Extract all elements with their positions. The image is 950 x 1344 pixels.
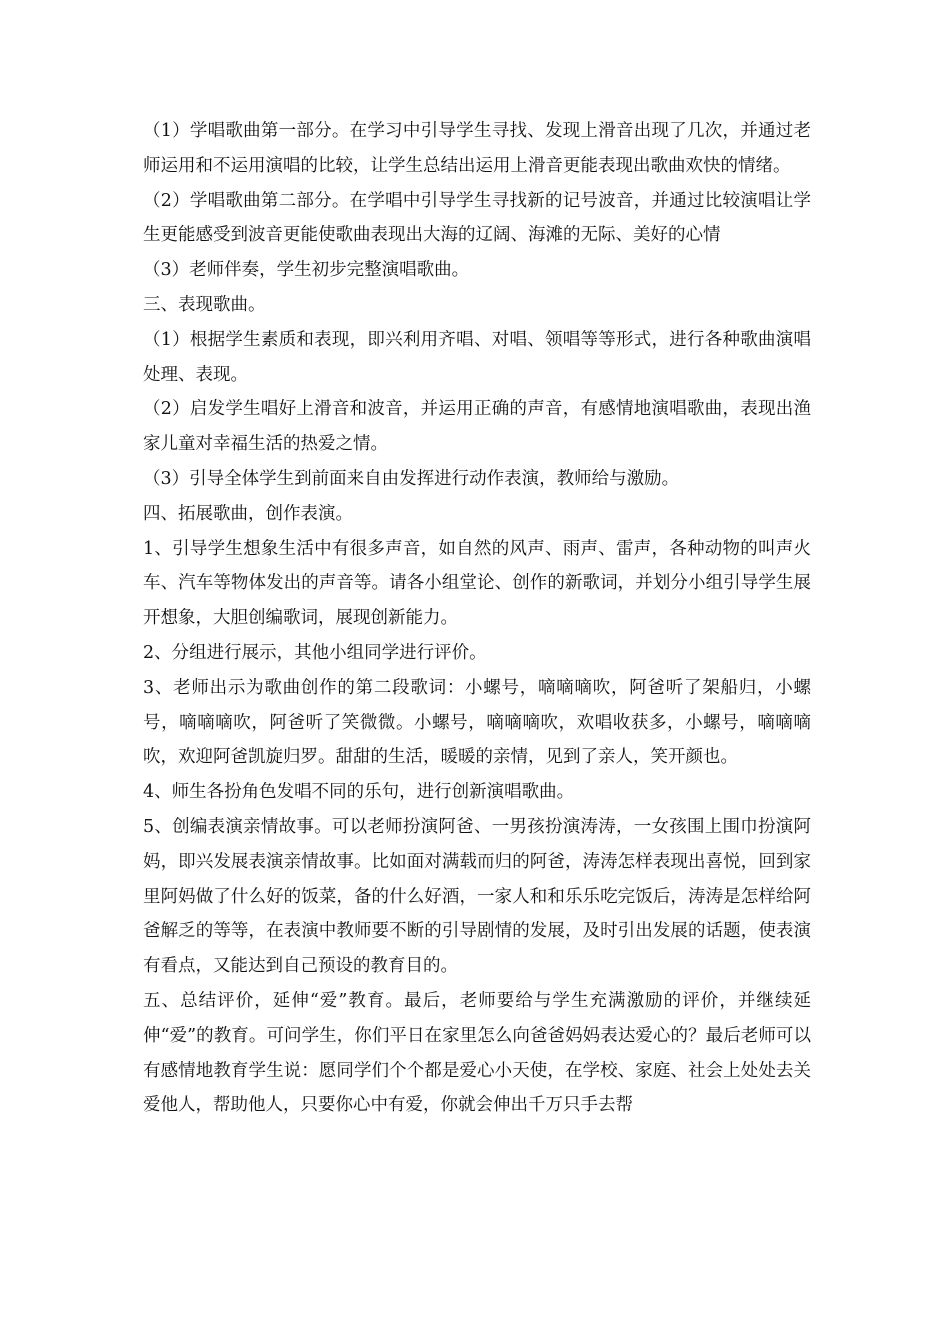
paragraph-3-3: （3）引导全体学生到前面来自由发挥进行动作表演，教师给与激励。 <box>143 468 680 489</box>
document-body <box>143 114 811 1123</box>
section-heading-5-summary: 五、总结评价，延伸“爱”教育。最后，老师要给与学生充满激励的评价，并继续延伸“爱”的教育。可问学生，你们平日在家里怎么向爸爸妈妈表达爱心的？最后老师可以有感情地教育学生说：愿同学们个个都是爱心小天使，在学校、家庭、社会上处处去关爱他人，帮助他人，只要你心中有爱，你就会伸出千万只手去帮 <box>143 990 811 1116</box>
section-heading-3: 三、表现歌曲。 <box>143 294 266 315</box>
paragraph-4-4: 4、师生各扮角色发唱不同的乐句，进行创新演唱歌曲。 <box>143 782 575 803</box>
paragraph-3-2: （2）启发学生唱好上滑音和波音，并运用正确的声音，有感情地演唱歌曲，表现出渔家儿童对幸福生活的热爱之情。 <box>143 399 811 455</box>
paragraph-4-3-lyrics: 3、老师出示为歌曲创作的第二段歌词：小螺号，嘀嘀嘀吹，阿爸听了架船归，小螺号，嘀嘀嘀吹，阿爸听了笑微微。小螺号，嘀嘀嘀吹，欢唱收获多，小螺号，嘀嘀嘀吹，欢迎阿爸凯旋归罗。甜甜的生活，暖暖的亲情，见到了亲人，笑开颜也。 <box>143 677 811 768</box>
section-heading-4: 四、拓展歌曲，创作表演。 <box>143 503 353 524</box>
paragraph-1-2-part2: （2）学唱歌曲第二部分。在学唱中引导学生寻找新的记号波音，并通过比较演唱让学生更能感受到波音更能使歌曲表现出大海的辽阔、海滩的无际、美好的心情 <box>143 190 811 246</box>
paragraph-1-1-part1: （1）学唱歌曲第一部分。在学习中引导学生寻找、发现上滑音出现了几次，并通过老师运用和不运用演唱的比较，让学生总结出运用上滑音更能表现出歌曲欢快的情绪。 <box>143 121 811 176</box>
paragraph-3-1: （1）根据学生素质和表现，即兴利用齐唱、对唱、领唱等等形式，进行各种歌曲演唱处理、表现。 <box>143 329 811 385</box>
paragraph-4-2: 2、分组进行展示，其他小组同学进行评价。 <box>143 642 487 663</box>
paragraph-1-3-accompany: （3）老师伴奏，学生初步完整演唱歌曲。 <box>143 260 470 281</box>
paragraph-4-5-story: 5、创编表演亲情故事。可以老师扮演阿爸、一男孩扮演涛涛，一女孩围上围巾扮演阿妈，即兴发展表演亲情故事。比如面对满载而归的阿爸，涛涛怎样表现出喜悦，回到家里阿妈做了什么好的饭菜，备的什么好酒，一家人和和乐乐吃完饭后，涛涛是怎样给阿爸解乏的等等，在表演中教师要不断的引导剧情的发展，及时引出发展的话题，使表演有看点，又能达到自己预设的教育目的。 <box>143 816 811 977</box>
paragraph-4-1: 1、引导学生想象生活中有很多声音，如自然的风声、雨声、雷声，各种动物的叫声火车、汽车等物体发出的声音等。请各小组堂论、创作的新歌词，并划分小组引导学生展开想象，大胆创编歌词，展现创新能力。 <box>143 538 811 629</box>
